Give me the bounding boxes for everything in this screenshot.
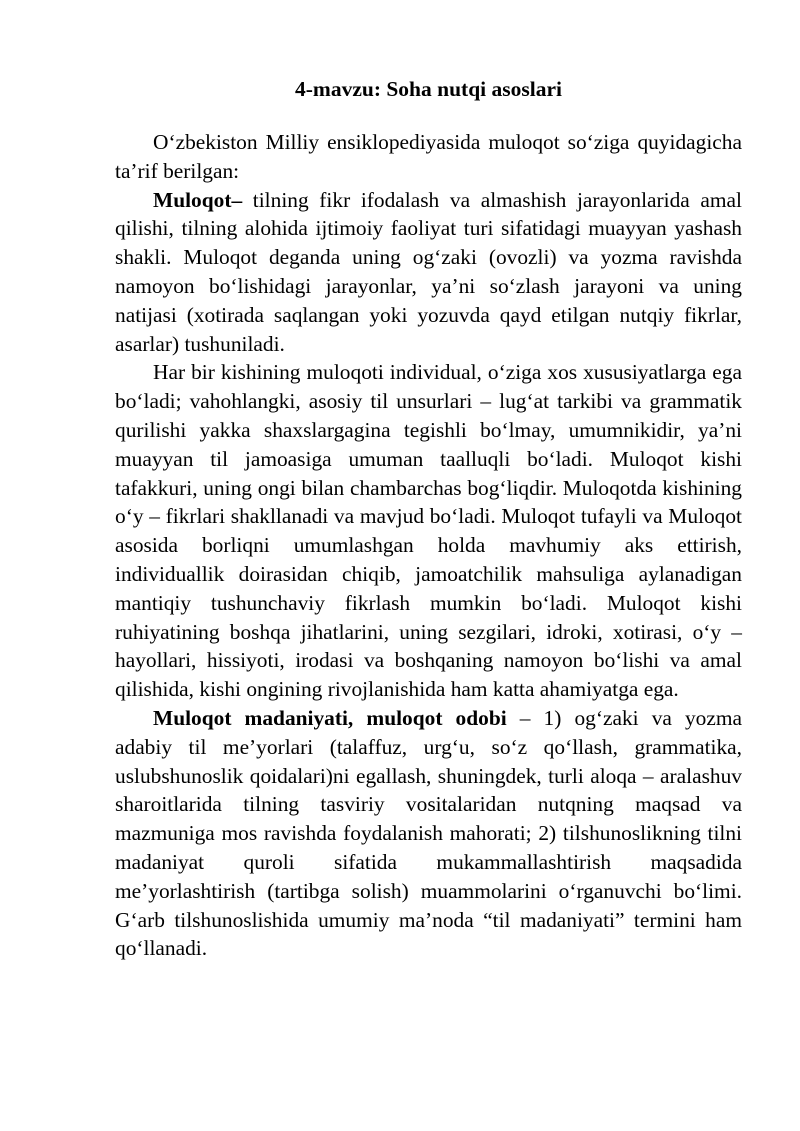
page-title: 4-mavzu: Soha nutqi asoslari — [295, 77, 562, 101]
document-body — [115, 128, 742, 963]
paragraph-individual-speech — [115, 358, 742, 704]
paragraph-text: – 1) og‘zaki va yozma adabiy til me’yorlari (talaffuz, urg‘u, so‘z qo‘llash, grammatika, uslubshunoslik qoidalari)ni egallash, shuningdek, turli aloqa – aralashuv sharoitlarida tilning tasviriy vositalaridan nutqning maqsad va mazmuniga mos ravishda foydalanish mahorati; 2) tilshunoslikning tilni madaniyat quroli sifatida mukammallashtirish maqsadida me’yorlashtirish (tartibga solish) muammolarini o‘rganuvchi bo‘limi. G‘arb tilshunoslishida umumiy ma’noda “til madaniyati” termini ham qo‘llanadi. — [115, 705, 742, 961]
defined-term: Muloqot– — [153, 187, 243, 212]
paragraph-text: tilning fikr ifodalash va almashish jarayonlarida amal qilishi, tilning alohida ijtimoiy faoliyat turi sifatidagi muayyan yashash shakli. Muloqot deganda uning og‘zaki (ovozli) va yozma ravishda namoyon bo‘lishidagi jarayonlar, ya’ni so‘zlash jarayoni va uning natijasi (xotirada saqlangan yoki yozuvda qayd etilgan nutqiy fikrlar, asarlar) tushuniladi. — [115, 187, 742, 356]
paragraph-muloqot-definition — [115, 186, 742, 359]
paragraph-text: Har bir kishining muloqoti individual, o‘ziga xos xususiyatlarga ega bo‘ladi; vahohlangki, asosiy til unsurlari – lug‘at tarkibi va grammatik qurilishi yakka shaxslargagina tegishli bo‘lmay, umumnikidir, ya’ni muayyan til jamoasiga umuman taalluqli bo‘ladi. Muloqot kishi tafakkuri, uning ongi bilan chambarchas bog‘liqdir. Muloqotda kishining o‘y – fikrlari shakllanadi va mavjud bo‘ladi. Muloqot tufayli va Muloqot asosida borliqni umumlashgan holda mavhumiy aks ettirish, individuallik doirasidan chiqib, jamoatchilik mahsuliga aylanadigan mantiqiy tushunchaviy fikrlash mumkin bo‘ladi. Muloqot kishi ruhiyatining boshqa jihatlarini, uning sezgilari, idroki, xotirasi, o‘y – hayollari, hissiyoti, irodasi va boshqaning namoyon bo‘lishi va amal qilishida, kishi ongining rivojlanishida ham katta ahamiyatga ega. — [115, 360, 742, 702]
paragraph-text: O‘zbekiston Milliy ensiklopediyasida muloqot so‘ziga quyidagicha ta’rif berilgan: — [115, 130, 742, 183]
paragraph-speech-culture-definition — [115, 704, 742, 963]
defined-term: Muloqot madaniyati, muloqot odobi — [153, 705, 507, 730]
paragraph-intro — [115, 128, 742, 186]
